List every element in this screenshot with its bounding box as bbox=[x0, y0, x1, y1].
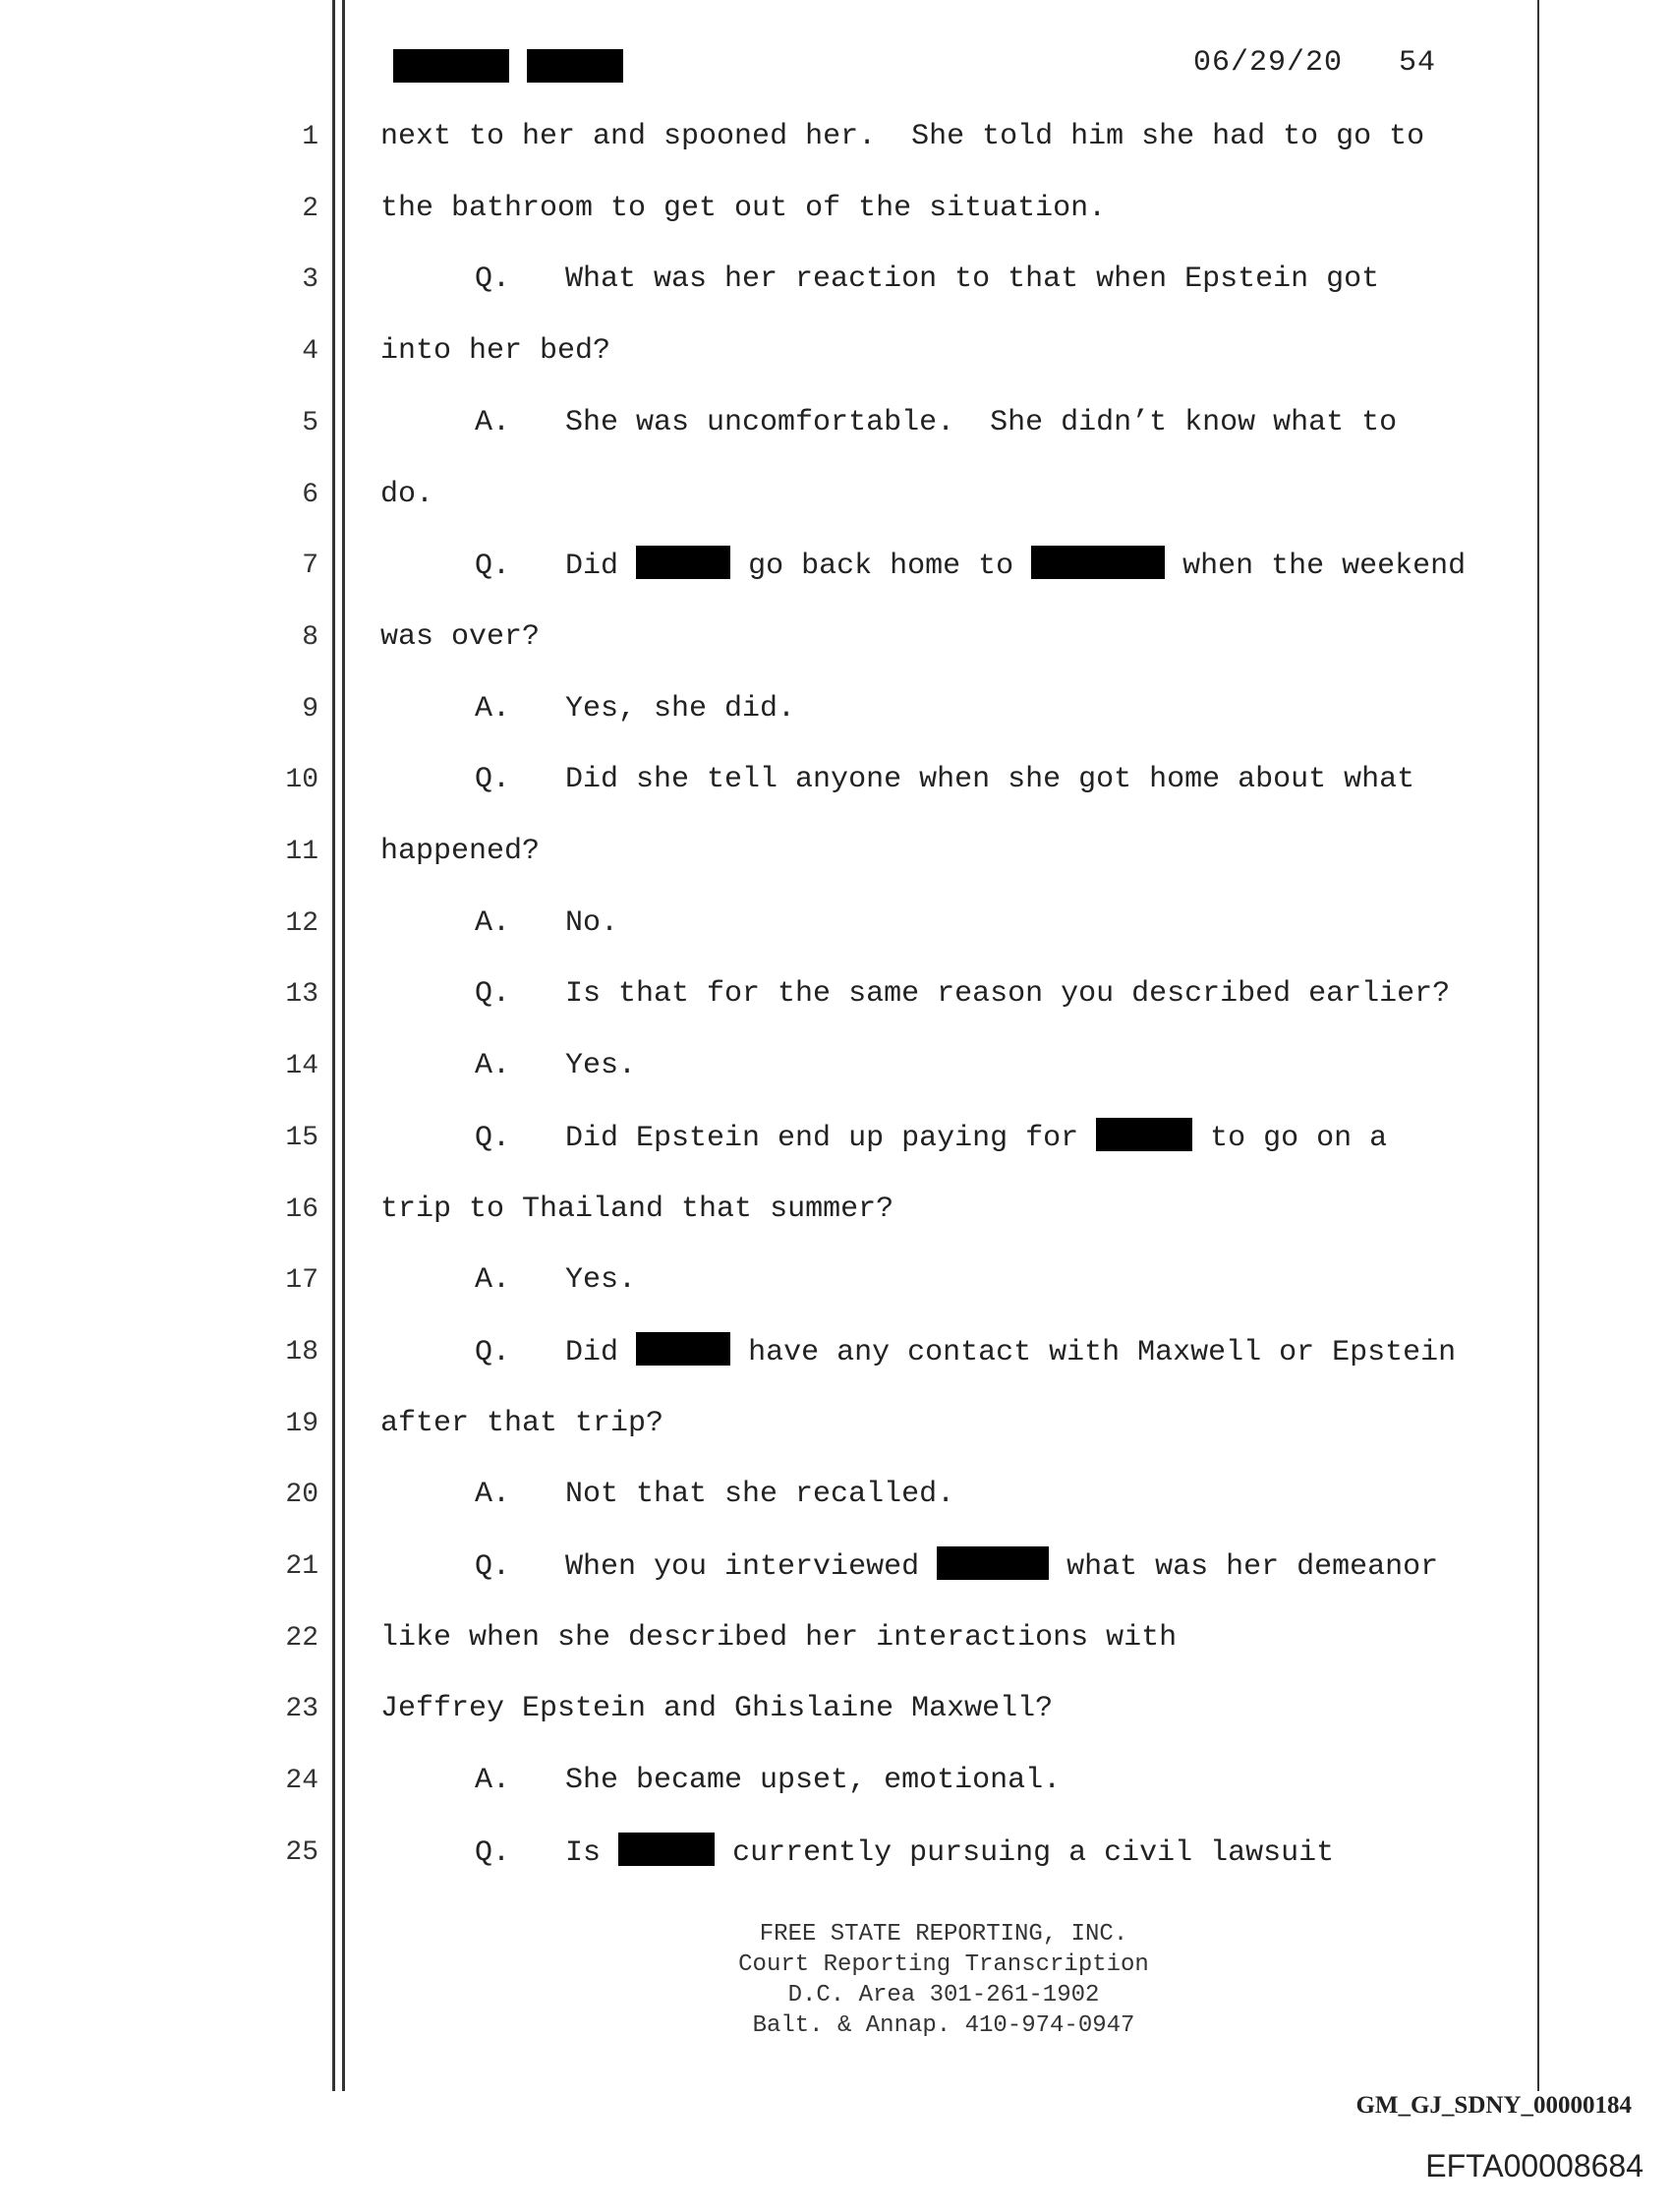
line-text: next to her and spooned her. She told him she had to go to bbox=[380, 120, 1425, 153]
line-text: was over? bbox=[380, 620, 541, 654]
transcript-line bbox=[380, 906, 618, 940]
line-text: currently pursuing a civil lawsuit bbox=[732, 1835, 1335, 1870]
line-number: 3 bbox=[302, 264, 318, 295]
line-number: 22 bbox=[285, 1623, 318, 1654]
line-text: What was her reaction to that when Epstein got bbox=[565, 262, 1380, 296]
header-redaction-1 bbox=[393, 49, 509, 83]
transcript-line bbox=[380, 692, 795, 726]
line-text: what was her demeanor bbox=[1066, 1549, 1439, 1584]
redaction-block bbox=[1031, 546, 1165, 579]
header-date-page bbox=[1193, 46, 1436, 80]
header-redaction-2 bbox=[527, 49, 623, 83]
redaction-block bbox=[1096, 1118, 1192, 1151]
line-number: 18 bbox=[285, 1337, 318, 1368]
line-number: 1 bbox=[302, 122, 318, 152]
line-number: 9 bbox=[302, 694, 318, 725]
line-number: 21 bbox=[285, 1551, 318, 1582]
transcript-line bbox=[380, 1121, 1387, 1155]
line-text: Did she tell anyone when she got home about what bbox=[565, 763, 1415, 796]
speaker-label: Q. bbox=[475, 1121, 511, 1155]
line-number: 5 bbox=[302, 408, 318, 438]
footer-balt-phone: Balt. & Annap. 410-974-0947 bbox=[752, 2012, 1135, 2039]
redaction-block bbox=[636, 546, 730, 579]
line-text: after that trip? bbox=[380, 1407, 664, 1440]
line-text: when the weekend bbox=[1182, 549, 1467, 583]
right-margin-rule bbox=[1537, 0, 1539, 2091]
speaker-label: A. bbox=[475, 1263, 511, 1297]
line-text: happened? bbox=[380, 835, 541, 868]
line-number: 6 bbox=[302, 480, 318, 510]
line-text: trip to Thailand that summer? bbox=[380, 1193, 894, 1226]
redaction-block bbox=[636, 1332, 730, 1366]
transcript-line bbox=[380, 1335, 1456, 1369]
line-text: She became upset, emotional. bbox=[565, 1764, 1062, 1797]
speaker-label: Q. bbox=[475, 1335, 511, 1369]
line-number: 14 bbox=[285, 1051, 318, 1081]
transcript-line bbox=[380, 763, 1414, 796]
speaker-label: A. bbox=[475, 1049, 511, 1082]
speaker-label: A. bbox=[475, 406, 511, 439]
left-margin-rule-inner bbox=[342, 0, 345, 2091]
line-text: She was uncomfortable. She didn’t know what to bbox=[565, 406, 1398, 439]
transcript-line bbox=[380, 549, 1466, 583]
line-number: 8 bbox=[302, 622, 318, 653]
transcript-line bbox=[380, 1478, 954, 1511]
speaker-label: A. bbox=[475, 906, 511, 940]
line-text: Yes. bbox=[565, 1049, 637, 1082]
speaker-label: A. bbox=[475, 1478, 511, 1511]
line-number: 12 bbox=[285, 908, 318, 939]
line-text: Did Epstein end up paying for bbox=[565, 1121, 1079, 1155]
line-number: 24 bbox=[285, 1766, 318, 1796]
transcript-line bbox=[380, 1049, 636, 1082]
line-text: to go on a bbox=[1210, 1121, 1388, 1155]
transcript-line bbox=[380, 262, 1379, 296]
redaction-block bbox=[618, 1833, 715, 1866]
line-number: 20 bbox=[285, 1480, 318, 1510]
footer-company: FREE STATE REPORTING, INC. bbox=[759, 1921, 1128, 1948]
line-number: 7 bbox=[302, 551, 318, 581]
transcript-line bbox=[380, 1692, 1053, 1725]
header-date: 06/29/20 bbox=[1193, 46, 1344, 80]
line-text: the bathroom to get out of the situation. bbox=[380, 192, 1107, 225]
line-text: Is bbox=[565, 1835, 602, 1870]
line-text: have any contact with Maxwell or Epstein bbox=[748, 1335, 1457, 1369]
line-text: Did bbox=[565, 549, 619, 583]
page-number: 54 bbox=[1399, 46, 1437, 80]
transcript-line bbox=[380, 478, 433, 511]
line-text: go back home to bbox=[748, 549, 1014, 583]
transcript-line bbox=[380, 192, 1106, 225]
line-text: Yes. bbox=[565, 1263, 637, 1297]
footer-dc-phone: D.C. Area 301-261-1902 bbox=[787, 1982, 1100, 2008]
transcript-line bbox=[380, 1549, 1438, 1584]
transcript-line bbox=[380, 334, 610, 368]
line-text: When you interviewed bbox=[565, 1549, 920, 1584]
line-text: do. bbox=[380, 478, 434, 511]
line-number: 17 bbox=[285, 1265, 318, 1296]
speaker-label: Q. bbox=[475, 262, 511, 296]
line-number: 16 bbox=[285, 1194, 318, 1225]
line-text: like when she described her interactions with bbox=[380, 1621, 1178, 1655]
line-number: 10 bbox=[285, 765, 318, 795]
transcript-line bbox=[380, 1764, 1061, 1797]
line-text: No. bbox=[565, 906, 619, 940]
left-margin-rule-outer bbox=[332, 0, 335, 2091]
line-number: 4 bbox=[302, 336, 318, 367]
speaker-label: Q. bbox=[475, 1835, 511, 1870]
efta-number: EFTA00008684 bbox=[1425, 2148, 1643, 2183]
reporter-footer bbox=[590, 1919, 1297, 2041]
transcript-line bbox=[380, 1407, 663, 1440]
transcript-line bbox=[380, 835, 540, 868]
transcript-line bbox=[380, 1835, 1334, 1870]
line-number: 2 bbox=[302, 194, 318, 224]
line-text: Not that she recalled. bbox=[565, 1478, 955, 1511]
line-text: Yes, she did. bbox=[565, 692, 796, 726]
transcript-line bbox=[380, 1193, 893, 1226]
line-text: Did bbox=[565, 1335, 619, 1369]
line-number: 15 bbox=[285, 1123, 318, 1153]
line-text: Is that for the same reason you described earlier? bbox=[565, 977, 1451, 1011]
transcript-line bbox=[380, 1621, 1177, 1655]
transcript-line bbox=[380, 406, 1397, 439]
footer-services: Court Reporting Transcription bbox=[738, 1951, 1149, 1978]
line-text: into her bed? bbox=[380, 334, 611, 368]
speaker-label: Q. bbox=[475, 1549, 511, 1584]
speaker-label: Q. bbox=[475, 549, 511, 583]
transcript-line bbox=[380, 1263, 636, 1297]
line-number: 13 bbox=[285, 979, 318, 1010]
transcript-line bbox=[380, 977, 1450, 1011]
line-number: 25 bbox=[285, 1837, 318, 1868]
line-number: 23 bbox=[285, 1694, 318, 1724]
speaker-label: A. bbox=[475, 1764, 511, 1797]
line-number: 19 bbox=[285, 1409, 318, 1439]
bates-number: GM_GJ_SDNY_00000184 bbox=[1355, 2092, 1632, 2119]
speaker-label: Q. bbox=[475, 977, 511, 1011]
redaction-block bbox=[937, 1546, 1049, 1580]
line-number: 11 bbox=[285, 837, 318, 867]
line-text: Jeffrey Epstein and Ghislaine Maxwell? bbox=[380, 1692, 1054, 1725]
speaker-label: Q. bbox=[475, 763, 511, 796]
transcript-line bbox=[380, 620, 540, 654]
speaker-label: A. bbox=[475, 692, 511, 726]
transcript-line bbox=[380, 120, 1424, 153]
